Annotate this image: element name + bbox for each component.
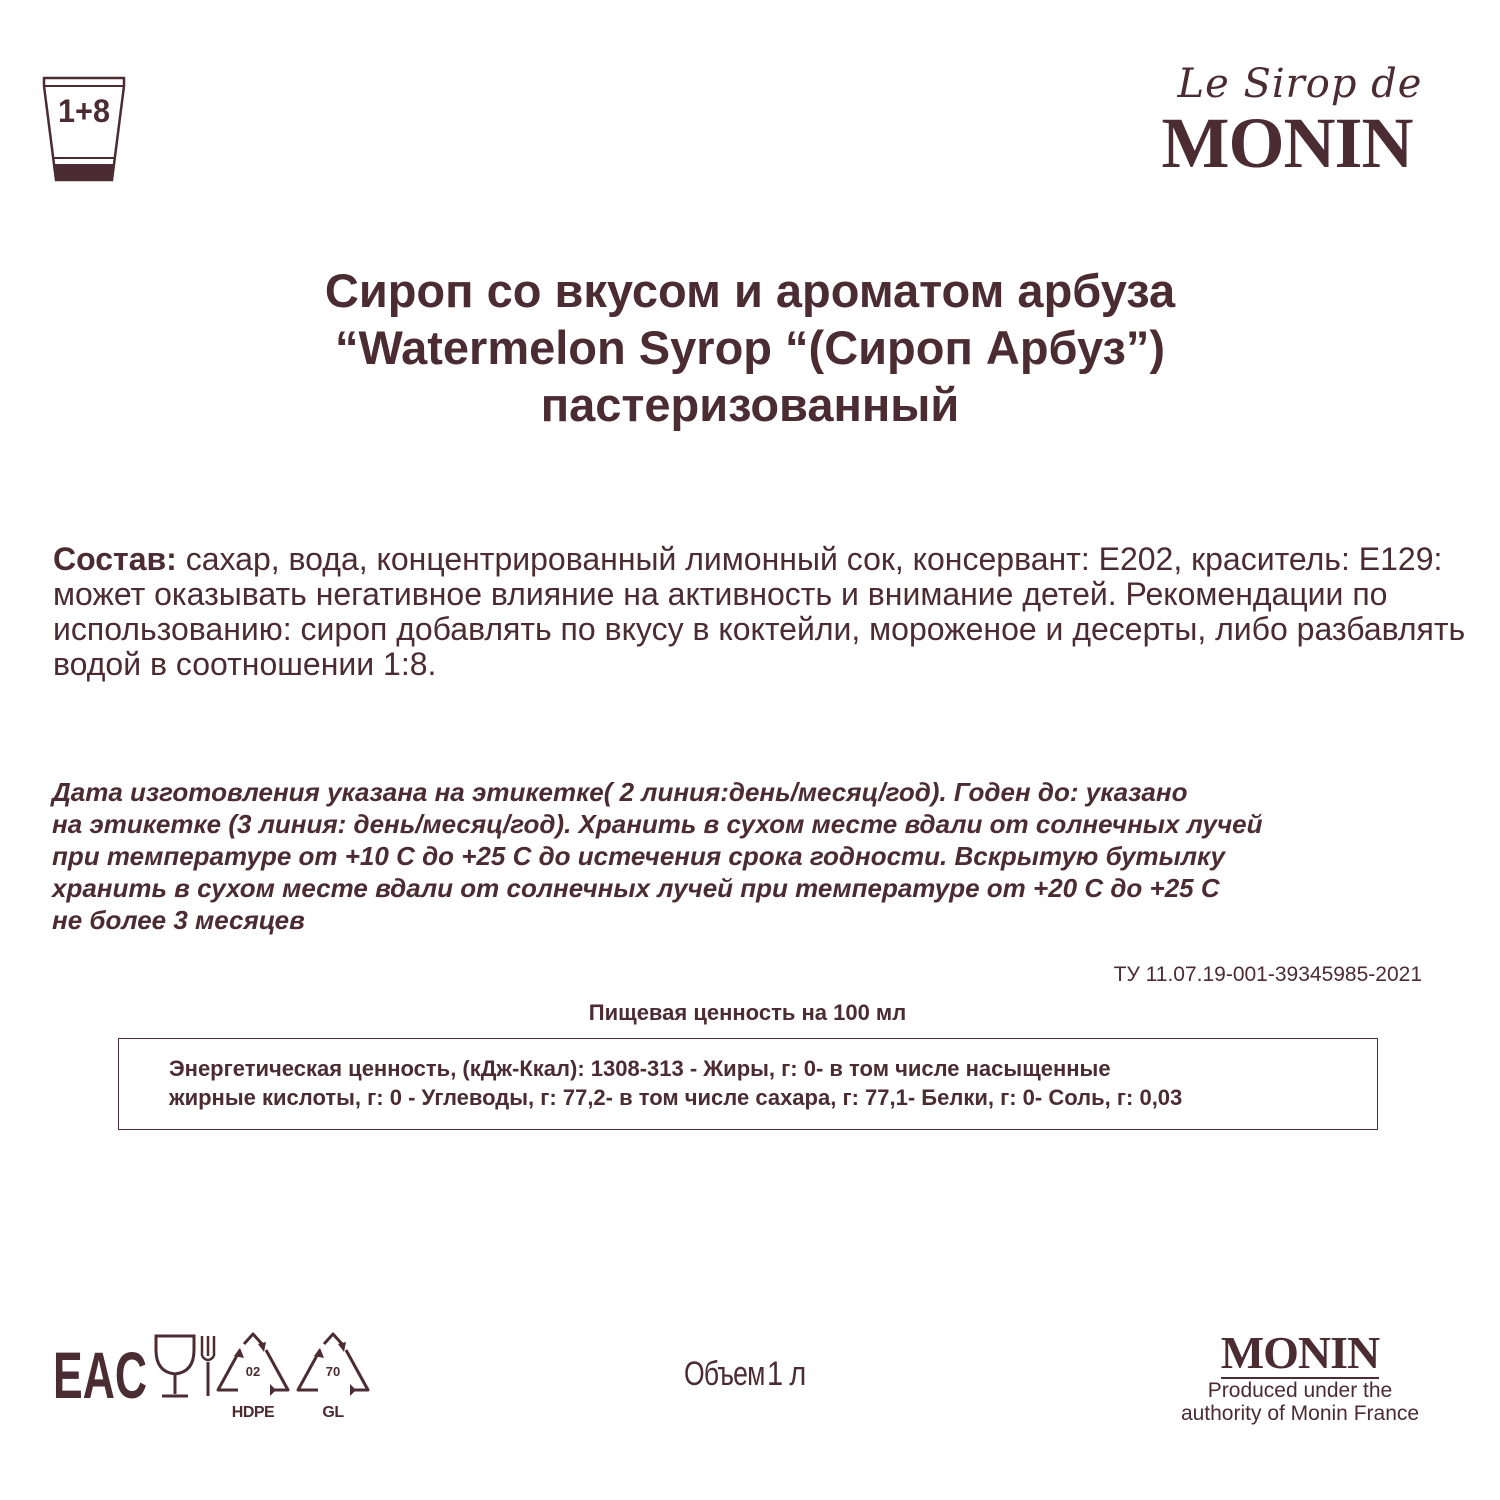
footer-line: Produced under the bbox=[1207, 1379, 1393, 1402]
dilution-ratio: 1+8 bbox=[58, 93, 110, 129]
eac-label: EAC bbox=[53, 1338, 147, 1412]
volume-label: Объем bbox=[684, 1355, 765, 1393]
tu-code: ТУ 11.07.19-001-39345985-2021 bbox=[1113, 963, 1422, 986]
recycle-code: 02 bbox=[245, 1364, 261, 1379]
nutrition-line: Энергетическая ценность, (кДж-Ккал): 1308-313 - Жиры, г: 0- в том числе насыщенные bbox=[169, 1056, 1111, 1081]
storage-line: Дата изготовления указана на этикетке( 2 линия:день/месяц/год). Годен до: указано bbox=[52, 777, 1188, 807]
nutrition-title: Пищевая ценность на 100 мл bbox=[588, 1000, 907, 1025]
logo-script: Le Sirop de bbox=[1177, 61, 1423, 107]
eac-mark bbox=[53, 1336, 149, 1412]
volume-value: 1 л bbox=[767, 1355, 806, 1393]
composition-label: Состав: bbox=[53, 541, 177, 577]
footer-brand: MONIN bbox=[1220, 1327, 1380, 1378]
logo-brand: MONIN bbox=[1161, 103, 1413, 183]
volume-text bbox=[684, 1352, 813, 1396]
composition-text bbox=[53, 542, 1483, 682]
title-line: Сироп со вкусом и ароматом арбуза bbox=[324, 264, 1176, 317]
recycle-label: HDPE bbox=[231, 1404, 275, 1421]
storage-line: на этикетке (3 линия: день/месяц/год). Хранить в сухом месте вдали от солнечных лучей bbox=[52, 809, 1263, 839]
recycle-code: 70 bbox=[325, 1364, 341, 1379]
product-title bbox=[100, 262, 1400, 433]
storage-line: при температуре от +10 С до +25 С до истечения срока годности. Вскрытую бутылку bbox=[52, 841, 1225, 871]
recycle-gl-mark bbox=[294, 1330, 372, 1426]
storage-line: хранить в сухом месте вдали от солнечных лучей при температуре от +20 С до +25 С bbox=[52, 873, 1220, 903]
nutrition-box bbox=[118, 1038, 1378, 1130]
storage-line: не более 3 месяцев bbox=[52, 905, 305, 935]
composition-body: сахар, вода, концентрированный лимонный сок, консервант: Е202, краситель: Е129: может оказывать негативное влияние на активность и внимание детей. Рекомендации по использованию: сироп добавлять по вкусу в коктейли, мороженое и десерты, либо разбавлять водой в соотношении 1:8. bbox=[53, 541, 1466, 682]
recycle-label: GL bbox=[322, 1404, 344, 1421]
monin-logo bbox=[1142, 61, 1432, 183]
nutrition-text bbox=[169, 1054, 1182, 1112]
title-line: пастеризованный bbox=[540, 378, 960, 431]
nutrition-line: жирные кислоты, г: 0 - Углеводы, г: 77,2- в том числе сахара, г: 77,1- Белки, г: 0- Соль, г: 0,03 bbox=[169, 1085, 1183, 1110]
dilution-cup-icon bbox=[40, 74, 128, 184]
glass-fork-icon bbox=[152, 1332, 218, 1400]
monin-footer-logo bbox=[1160, 1327, 1440, 1425]
title-line: “Watermelon Syrop “(Сироп Арбуз”) bbox=[334, 321, 1165, 374]
storage-text bbox=[52, 776, 1442, 936]
footer-line: authority of Monin France bbox=[1180, 1402, 1420, 1425]
recycle-hdpe-mark bbox=[214, 1330, 292, 1426]
